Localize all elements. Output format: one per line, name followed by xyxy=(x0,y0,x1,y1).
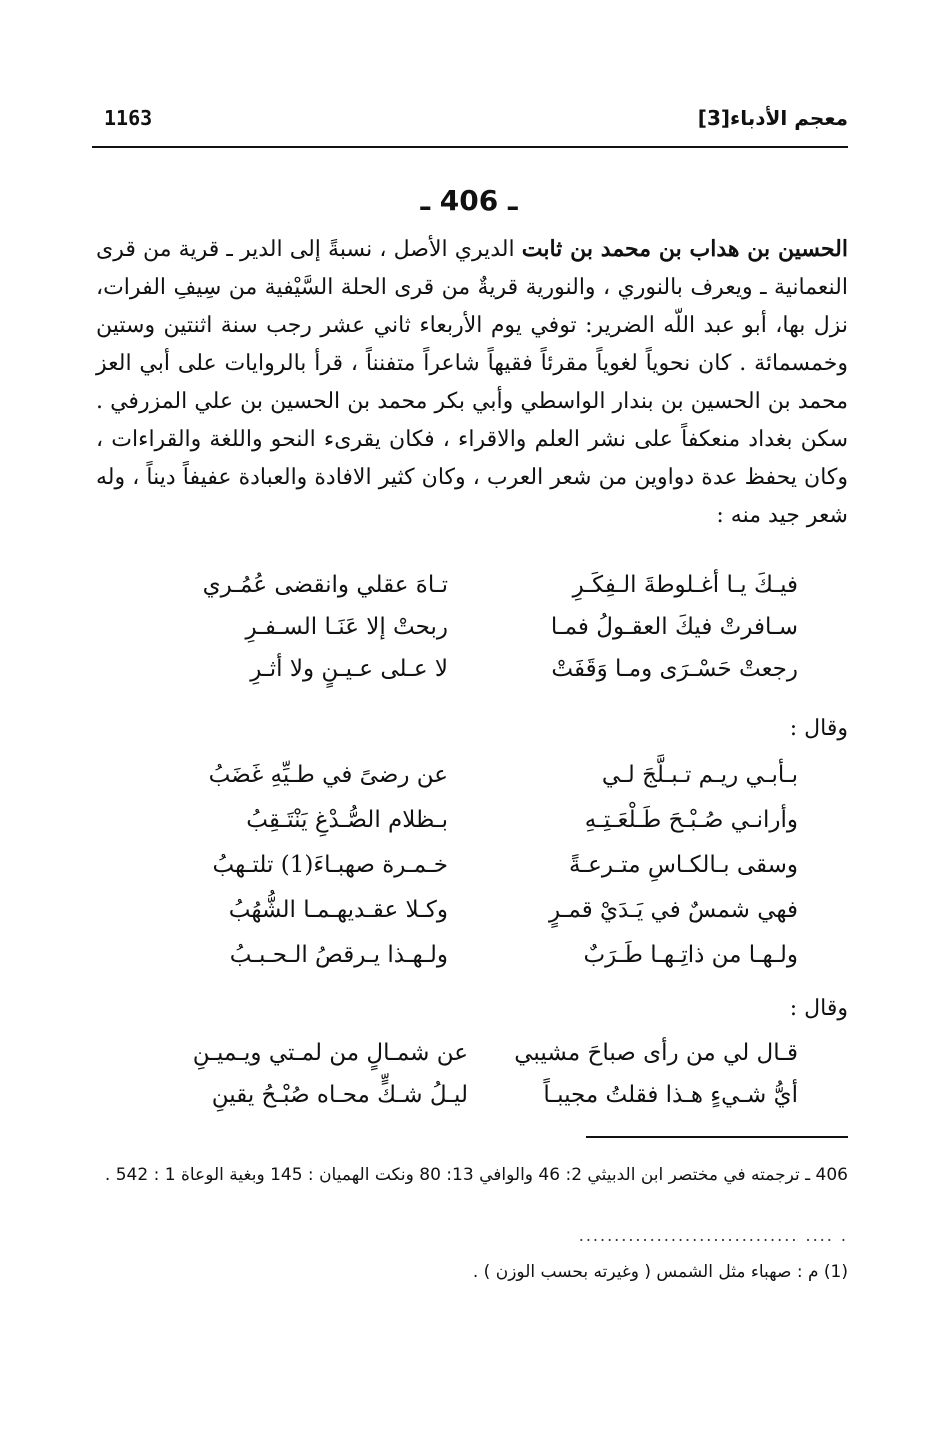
first-hemistich: أيُّ شـيءٍ هـذا فقلتُ مجيبـاً xyxy=(543,1082,798,1108)
first-hemistich: وأرانـي صُـبْـحَ طَـلْعَـتِـهِ xyxy=(584,807,798,833)
second-hemistich: تـاهَ عقلي وانقضى عُمُـري xyxy=(202,572,448,598)
poem-1 xyxy=(96,572,848,698)
verse-line xyxy=(96,614,848,656)
first-hemistich: فيـكَ يـا أغـلوطةَ الـفِكَـرِ xyxy=(572,572,798,598)
second-hemistich: ليـلُ شـكٍّ محـاه صُبْـحُ يقينِ xyxy=(211,1082,468,1108)
verse-line xyxy=(96,807,848,852)
verse-line xyxy=(96,762,848,807)
second-hemistich: عن رضىً في طـيِّهِ غَضَبُ xyxy=(208,762,448,788)
first-hemistich: بـأبـي ريـم تـبـلَّجَ لـي xyxy=(601,762,798,788)
header-divider xyxy=(92,146,848,148)
second-hemistich: ربحتْ إلا عَنَـا السـفـرِ xyxy=(245,614,448,640)
running-head-title: معجم الأدباء[3] xyxy=(697,106,848,130)
source-footnote: 406 ـ ترجمته في مختصر ابن الدبيثي 2: 46 والوافي 13: 80 ونكت الهميان : 145 وبغية الوعاة 1 : 542 . xyxy=(104,1165,848,1185)
second-hemistich: ولـهـذا يـرقصُ الـحـبـبُ xyxy=(229,942,448,968)
second-hemistich: بـظلام الصُّـدْغِ يَنْتَـقِبُ xyxy=(246,807,448,833)
first-hemistich: ولـهـا من ذاتِـهـا طَـرَبٌ xyxy=(583,942,798,968)
verse-line xyxy=(96,572,848,614)
second-hemistich: لا عـلى عـيـنٍ ولا أثـرِ xyxy=(250,656,448,682)
first-hemistich: فهي شمسٌ في يَـدَيْ قمـرٍ xyxy=(548,897,798,923)
verse-line xyxy=(96,1040,848,1082)
verse-line xyxy=(96,1082,848,1124)
first-hemistich: سـافرتْ فيكَ العقـولُ فمـا xyxy=(550,614,798,640)
poem-2 xyxy=(96,762,848,987)
poem-2-intro: وقال : xyxy=(789,716,848,741)
verse-line xyxy=(96,656,848,698)
subject-name: الحسين بن هداب بن محمد بن ثابت xyxy=(521,236,848,262)
first-hemistich: قـال لي من رأى صباحَ مشيبي xyxy=(514,1040,798,1066)
first-hemistich: رجعتْ حَسْـرَى ومـا وَقَفَتْ xyxy=(551,656,798,682)
poem-3-intro: وقال : xyxy=(789,996,848,1021)
page-number: 1163 xyxy=(104,106,153,130)
footnote-divider xyxy=(586,1136,848,1138)
verse-line xyxy=(96,942,848,987)
first-hemistich: وسقى بـالكـاسِ متـرعـةً xyxy=(569,852,798,878)
biography-text: الديري الأصل ، نسبةً إلى الدير ـ قرية من قرى النعمانية ـ ويعرف بالنوري ، والنورية قريةٌ من قرى الحلة السَّيْفية من سِيفِ الفرات، نزل بها، أبو عبد اللّه الضرير: توفي يوم الأربعاء ثاني عشر رجب سنة اثنتين وستين وخمسمائة . كان نحوياً لغوياً مقرئاً فقيهاً شاعراً متفنناً ، قرأ بالروايات على أبي العز محمد بن الحسين بن بندار الواسطي وأبي بكر محمد بن الحسين بن علي المزرفي . سكن بغداد منعكفاً على نشر العلم والاقراء ، فكان يقرىء النحو واللغة والقراءات ، وكان يحفظ عدة دواوين من شعر العرب ، وكان كثير الافادة والعبادة عفيفاً ديناً ، وله شعر جيد منه : xyxy=(96,237,849,528)
second-hemistich: وكـلا عقـديهـمـا الشُّهُبُ xyxy=(228,897,448,923)
biography-paragraph xyxy=(96,230,848,535)
second-hemistich: خـمـرة صهبـاءَ(1) تلتـهبُ xyxy=(212,852,448,878)
poem-3 xyxy=(96,1040,848,1124)
verse-line xyxy=(96,897,848,942)
verse-line xyxy=(96,852,848,897)
dotted-separator: . .... ............................... xyxy=(578,1226,848,1245)
entry-number: ـ 406 ـ xyxy=(420,184,518,217)
footnote-1: (1) م : صهباء مثل الشمس ( وغيرته بحسب الوزن ) . xyxy=(472,1262,848,1282)
second-hemistich: عن شمـالٍ من لمـتي ويـميـنِ xyxy=(192,1040,468,1066)
